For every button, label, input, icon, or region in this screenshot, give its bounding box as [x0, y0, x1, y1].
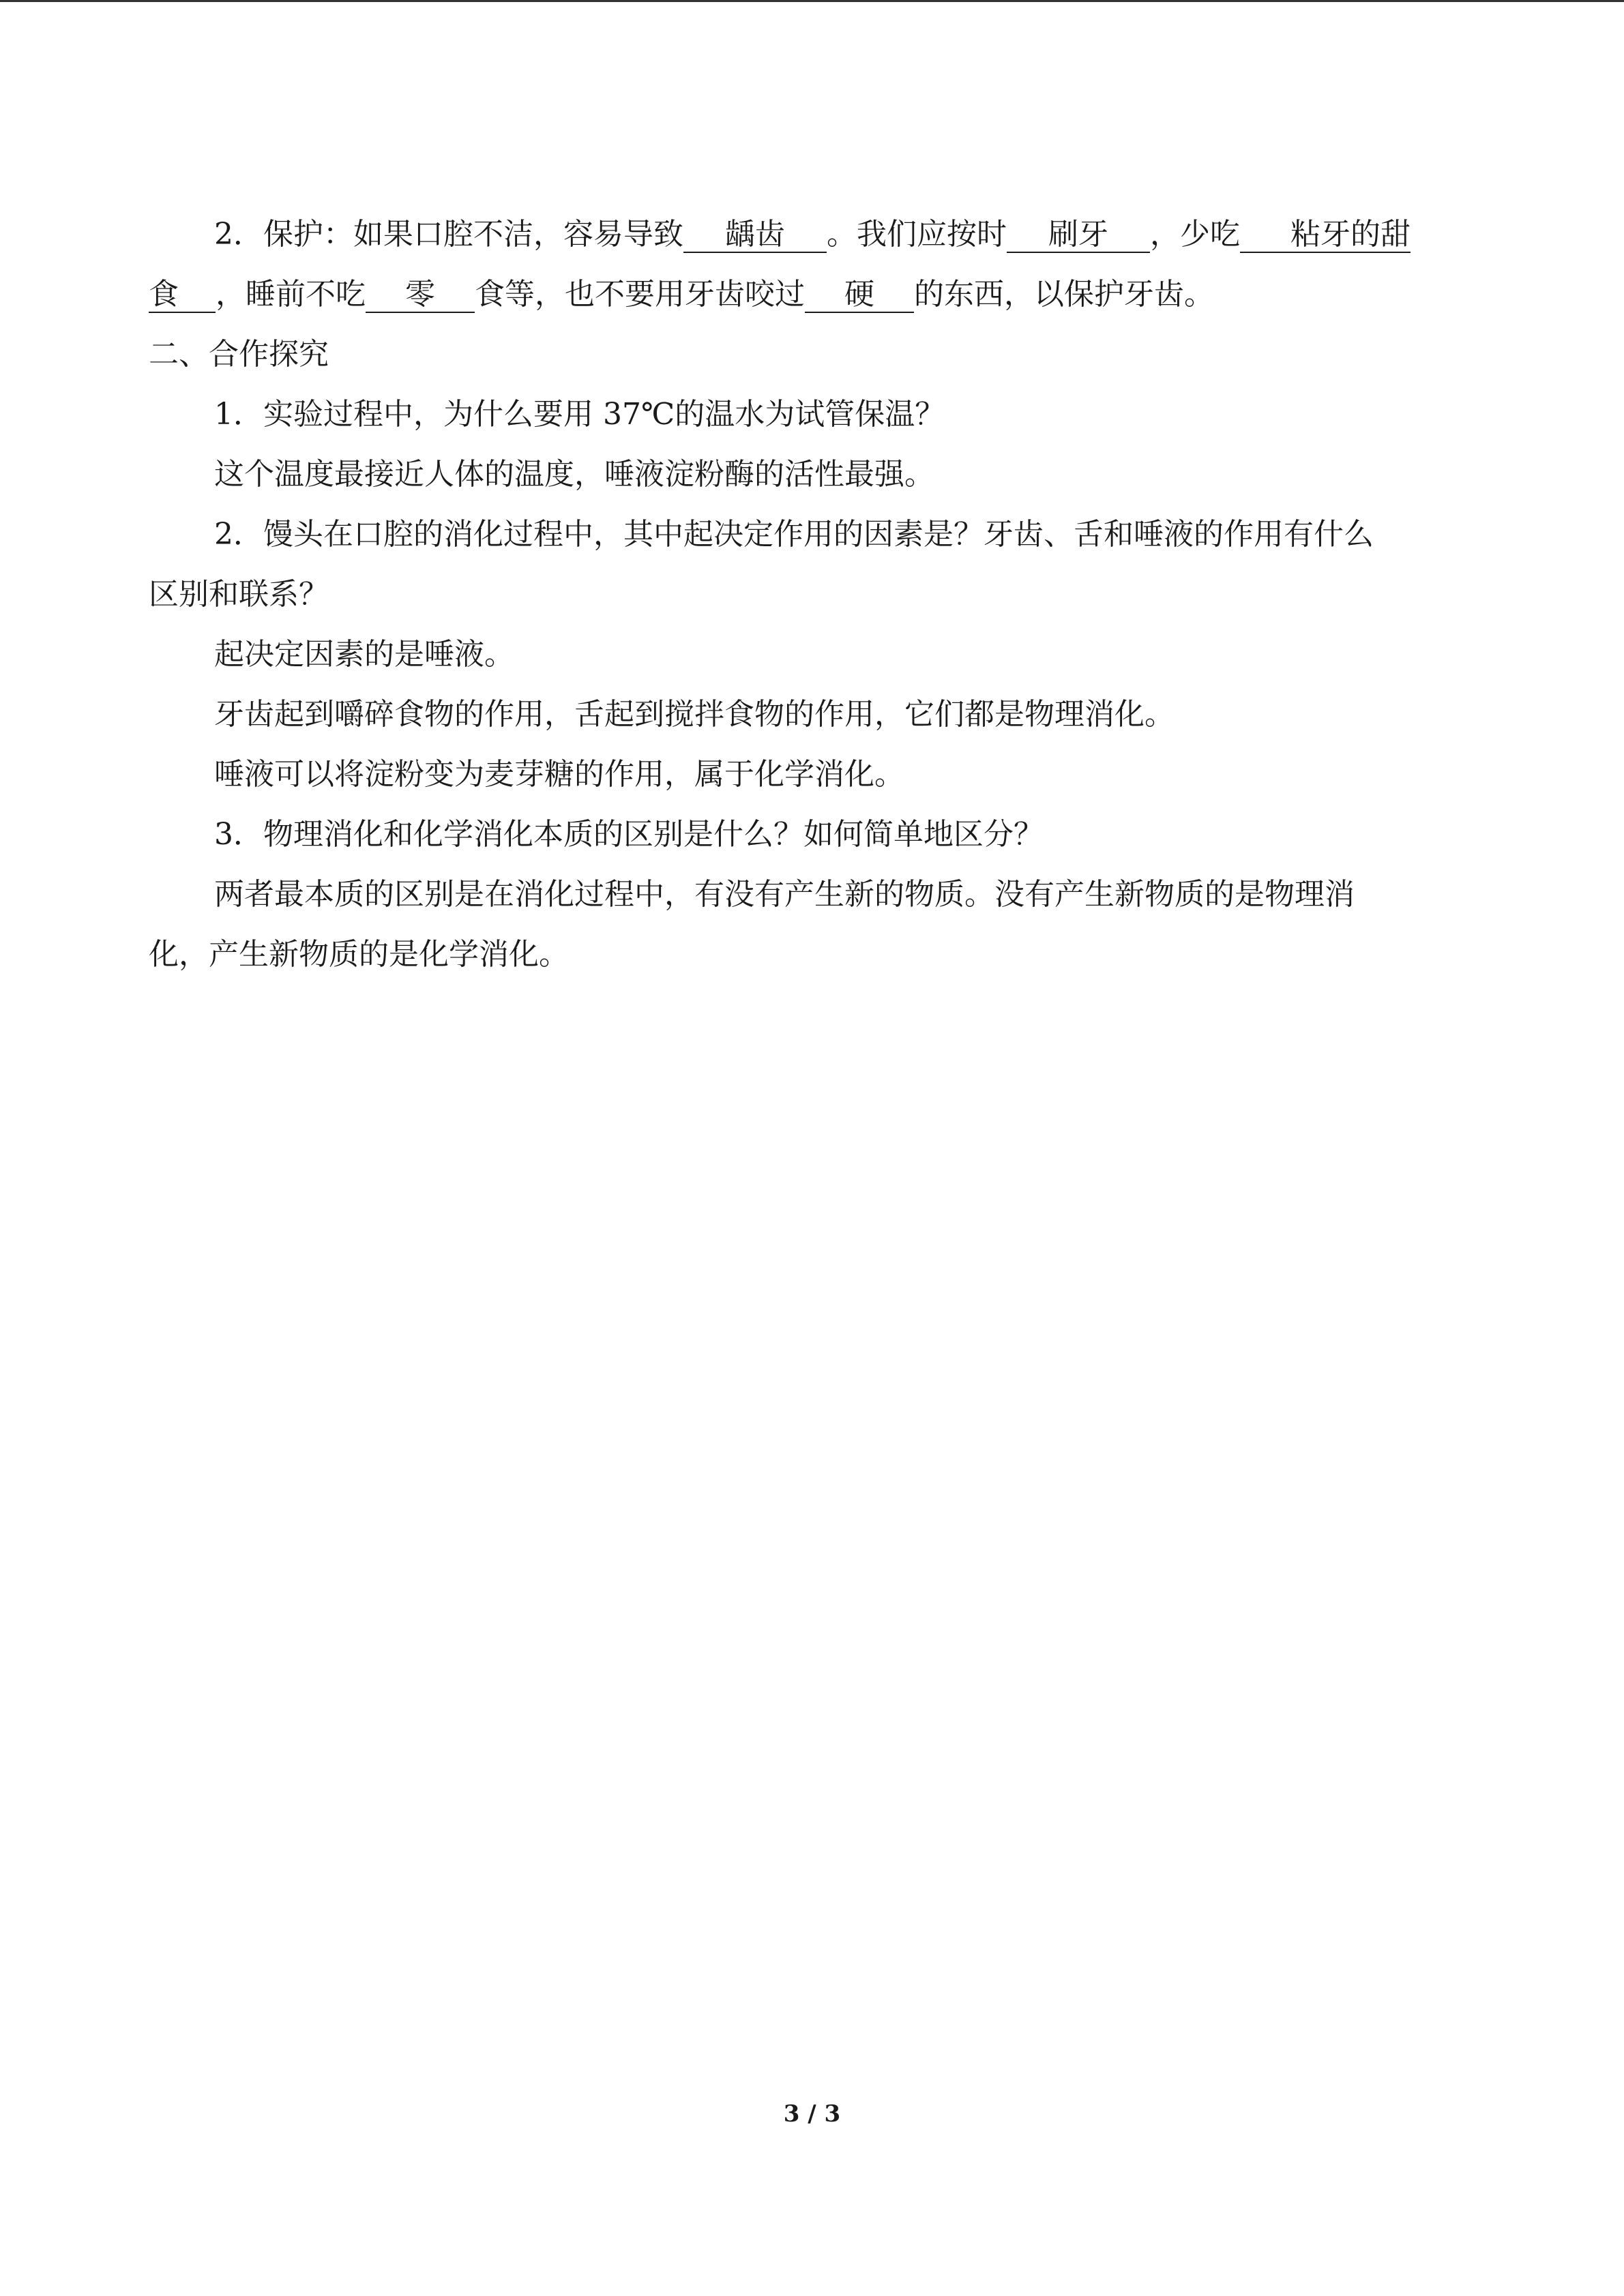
page-number: 3 / 3	[783, 2100, 841, 2128]
text-segment: 2．保护：如果口腔不洁，容易导致	[214, 217, 683, 252]
text-segment: ，睡前不吃	[216, 277, 366, 312]
text-segment: 。我们应按时	[827, 217, 1007, 252]
answer-2-1: 起决定因素的是唾液。	[214, 637, 514, 672]
text-segment: 的东西，以保护牙齿。	[914, 277, 1214, 312]
question-2-line-1: 2．馒头在口腔的消化过程中，其中起决定作用的因素是？牙齿、舌和唾液的作用有什么	[214, 517, 1374, 552]
answer-blank-snack: 零	[366, 278, 475, 313]
answer-1: 这个温度最接近人体的温度，唾液淀粉酶的活性最强。	[214, 457, 934, 492]
answer-blank-food: 食	[149, 278, 216, 313]
document-body	[149, 205, 1479, 985]
section-heading-cooperative-inquiry: 二、合作探究	[149, 337, 329, 372]
answer-blank-caries: 龋齿	[683, 218, 827, 253]
question-3: 3．物理消化和化学消化本质的区别是什么？如何简单地区分？	[214, 817, 1044, 852]
answer-2-2: 牙齿起到嚼碎食物的作用，舌起到搅拌食物的作用，它们都是物理消化。	[214, 697, 1175, 732]
protection-line-1	[149, 205, 1479, 265]
text-segment: ，少吃	[1150, 217, 1240, 252]
question-2-line-2: 区别和联系？	[149, 577, 329, 612]
top-border	[0, 0, 1624, 2]
answer-blank-hard: 硬	[805, 278, 914, 313]
protection-line-2	[149, 265, 1479, 325]
answer-3-line-2: 化，产生新物质的是化学消化。	[149, 937, 569, 972]
answer-blank-sticky-sweets: 粘牙的甜	[1240, 218, 1411, 253]
question-1: 1．实验过程中，为什么要用 37℃的温水为试管保温？	[214, 397, 945, 432]
answer-blank-brush: 刷牙	[1007, 218, 1150, 253]
text-segment: 食等，也不要用牙齿咬过	[475, 277, 805, 312]
answer-2-3: 唾液可以将淀粉变为麦芽糖的作用，属于化学消化。	[214, 757, 904, 792]
answer-3-line-1: 两者最本质的区别是在消化过程中，有没有产生新的物质。没有产生新物质的是物理消	[214, 877, 1355, 912]
